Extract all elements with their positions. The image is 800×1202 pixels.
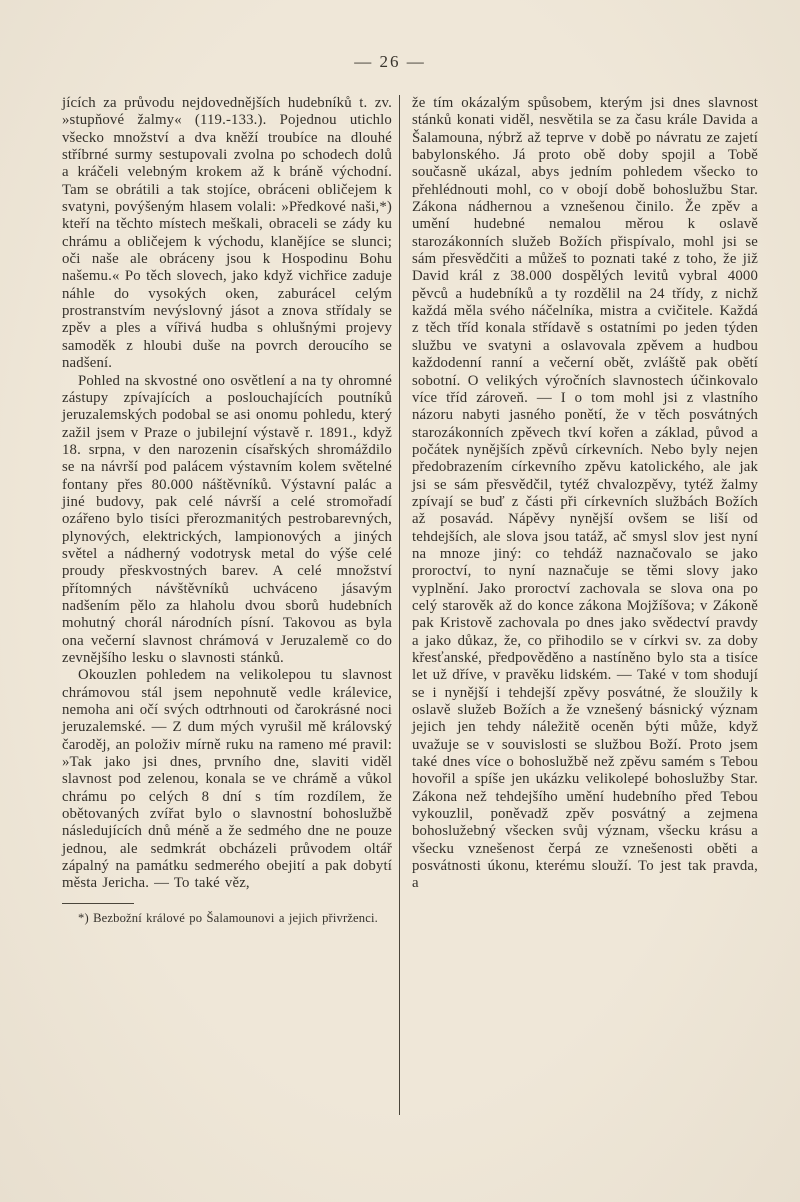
footnote-separator — [62, 903, 134, 904]
footnote — [62, 903, 392, 926]
column-divider — [399, 95, 400, 1115]
paragraph: že tím okázalým spůsobem, kterým jsi dnes slavnost stánků konati viděl, nesvětila se za času krále Davida a Šalamouna, nýbrž až teprve v době po návratu ze zajetí babylonského. Já proto obě doby spojil a Tobě současně ukázal, abys jedním pohledem všecko to přehlédnouti mohl, co v obojí době bohoslužbu Star. Zákona nádhernou a vznešenou činilo. Že zpěv a umění hudebné nemalou měrou k oslavě starozákonních služeb Božích přispívalo, mohl jsi se sám přesvědčiti a můžeš to poznati také z toho, že již David král z 38.000 dospělých levitů vybral 4000 pěvců a hudebníků a ty rozdělil na 24 třídy, z nichž každá měla svého náčelníka, mistra a cvičitele. Každá z těch tříd konala střídavě s ostatními po jeden týden službu ve svatyni a oslavovala zpěvem a hudbou každodenní ranní a večerní obět, zvláště pak obětí sobotní. O velikých výročních slavnostech účinkovalo více tříd zároveň. — I o tom mohl jsi z vlastního názoru nabyti jasného ponětí, že v těch posvátných starozákonních zpěvech tkví kořen a základ, původ a počátek nynějších zpěvů církevních. Nebo byly nejen předobrazením církevního zpěvu katolického, ale jak jsi se sám přesvědčil, tytéž chvalozpěvy, tytéž žalmy zpívají se buď z části při církevních službách Božích až posavád. Nápěvy nynější ovšem se liší od tehdejších, ale slova jsou tatáž, ač smysl slov jest nyní na mnoze jiný: co tehdáž naznačovalo se jako proroctví, to nyní naznačuje se těmi slovy jako vyplnění. Jako proroctví zachovala se slova ona po celý starověk až do konce zákona Mojžíšova; v Zákoně pak Kristově zachovala po dnes jako svědectví pravdy a jako důkaz, že, co přihodilo se v církvi sv. za doby křesťanské, předpověděno a nastíněno bylo sta a tisíce let už dříve, v pravěku lidském. — Také v tom shodují se i nynější i tehdejší zpěvy posvátné, že sloužily k oslavě služeb Božích a že vznešený básnický význam jejich jen tehdy náležitě oceněn býti může, když uvažuje se v souvislosti se službou Boží. Proto jsem také dnes více o bohoslužbě než zpěvu samém s Tebou hovořil a spíše jen ukázku velikolepé bohoslužby Star. Zákona než tehdejšího umění hudebního před Tebou vykouzlil, poněvadž zpěv posvátný a zejmena bohoslužebný všecken svůj význam, všecku krásu a všecku vznešenost čerpá ze vznešenosti oběti a posvátnosti úkonu, kterému slouží. To jest tak pravda, a — [412, 95, 758, 892]
page-number: — 26 — — [354, 52, 426, 71]
paragraph: Okouzlen pohledem na velikolepou tu slavnost chrámovou stál jsem nepohnutě vedle králevice, nemoha ani očí svých odtrhnouti od čarokrásné noci jeruzalemské. — Z dum mých vyrušil mě královský čaroděj, an položiv mírně ruku na rameno mé pravil: »Tak jako jsi dnes, prvního dne, slaviti viděl slavnost pod zelenou, konala se ve chrámě a vůkol chrámu po celých 8 dní s tím rozdílem, že obětovaných zvířat bylo o slavnostní bohoslužbě následujících dnů méně a že sedmého dne ne pouze jednou, ale sedmkrát obcházeli průvodem oltář zápalný na památku sedmerého obejití a pak dobytí města Jericha. — To také věz, — [62, 667, 392, 892]
right-column — [412, 95, 758, 893]
left-column — [62, 95, 392, 926]
paragraph: Pohled na skvostné ono osvětlení a na ty ohromné zástupy zpívajících a poslouchajících poutníků jeruzalemských podobal se asi onomu pohledu, který zažil jsem v Praze o jubilejní výstavě r. 1891., když 18. srpna, v den narozenin císařských shromáždilo se na návrší pod palácem výstavním kolem světelné fontany přes 80.000 náštěvníků. Výstavní palác a jiné budovy, pak celé návrší a celé stromořadí ozářeno bylo tisíci přerozmanitých pestrobarevných, plynových, elektrických, lampionových a jiných světel a nádherný vodotrysk metal do výše celé proudy přeskvostných barev. A celé množství přítomných návštěvníků uchváceno jásavým nadšením pělo za hlaholu dvou sborů hudebních mohutný chorál národních písní. Takovou as byla ona večerní slavnost chrámová v Jeruzalemě co do zevnějšího lesku o slavnosti stánků. — [62, 372, 392, 666]
paragraph: jících za průvodu nejdovednějších hudebníků t. zv. »stupňové žalmy« (119.-133.). Pojednou utichlo všecko množství a dva kněží troubíce na dlouhé stříbrné surmy sestupovali zvolna po schodech dolů a kráčeli velebným krokem až k bráně východní. Tam se obrátili a tak stojíce, obráceni obličejem k svatyni, povýšeným hlasem volali: »Předkové naši,*) kteří na těchto místech meškali, obraceli se zády ku chrámu a obličejem k východu, klanějíce se slunci; oči naše ale obráceny jsou k Hospodinu Bohu našemu.« Po těch slovech, jako když vichřice zaduje náhle do vysokých oken, zaburácel celým prostranstvím nevýslovný jásot a znova střídaly se zpěv a ples a vířivá hudba s ohlušnými projevy samoděk z hloubi duše na povrch deroucího se nadšení. — [62, 95, 392, 372]
text-columns — [62, 95, 758, 1115]
footnote-text: *) Bezbožní králové po Šalamounovi a jejich přivrženci. — [78, 910, 378, 925]
